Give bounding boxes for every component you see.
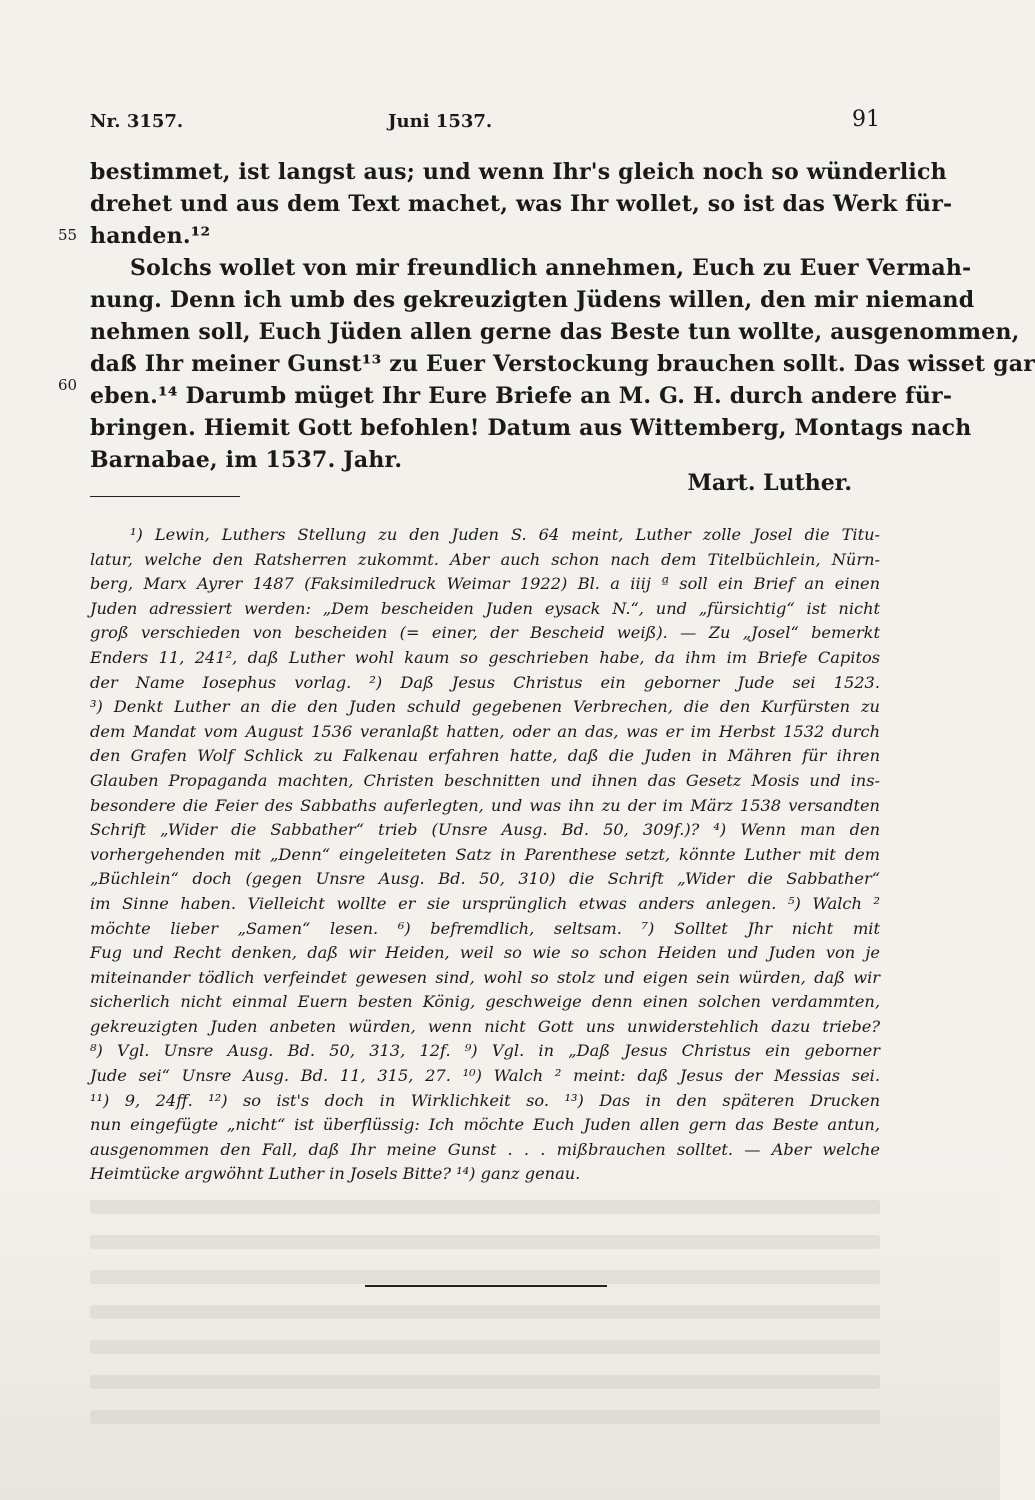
letter-body — [90, 156, 1035, 476]
footnotes — [90, 523, 880, 1187]
signature: Mart. Luther. — [687, 470, 852, 496]
footnote-line: Fug und Recht denken, daß wir Heiden, weil so wie so schon Heiden und Juden von je — [90, 943, 880, 963]
body-line: handen.¹² — [90, 223, 211, 249]
footnote-line: groß verschieden von bescheiden (= einer, der Bescheid weiß). — Zu „Josel“ bemerkt — [90, 623, 880, 643]
footnote-line: dem Mandat vom August 1536 veranlaßt hatten, oder an das, was er im Herbst 1532 durch — [90, 721, 880, 741]
footnote-line: ¹¹) 9, 24ff. ¹²) so ist's doch in Wirklichkeit so. ¹³) Das in den späteren Drucken — [90, 1090, 880, 1110]
footnote-line: berg, Marx Ayrer 1487 (Faksimiledruck Weimar 1922) Bl. a iiij ª soll ein Brief an einen — [90, 574, 880, 594]
footnote-line: ¹) Lewin, Luthers Stellung zu den Juden S. 64 meint, Luther zolle Josel die Titu- — [130, 525, 880, 544]
body-line: daß Ihr meiner Gunst¹³ zu Euer Verstockung brauchen sollt. Das wisset gar — [90, 351, 1035, 377]
body-line: nehmen soll, Euch Jüden allen gerne das Beste tun wollte, ausgenommen, — [90, 319, 1020, 345]
footnote-line: ³) Denkt Luther an die den Juden schuld gegebenen Verbrechen, die den Kurfürsten zu — [90, 697, 880, 717]
footnote-line: sicherlich nicht einmal Euern besten König, geschweige denn einen solchen verdammten, — [90, 992, 880, 1012]
line-number-55: 55 — [58, 226, 78, 244]
footnote-line: Glauben Propaganda machten, Christen beschnitten und ihnen das Gesetz Mosis und ins- — [90, 770, 880, 790]
footnote-line: Jude sei“ Unsre Ausg. Bd. 11, 315, 27. ¹⁰) Walch ² meint: daß Jesus der Messias sei. — [90, 1066, 880, 1086]
footnote-line: ausgenommen den Fall, daß Ihr meine Gunst . . . mißbrauchen solltet. — Aber welche — [90, 1139, 880, 1159]
bleed-through-line — [90, 1235, 880, 1249]
bleed-through-line — [90, 1305, 880, 1319]
footnote-line: Juden adressiert werden: „Dem bescheiden Juden eysack N.“, und „fürsichtig“ ist nicht — [90, 598, 880, 618]
body-line: bestimmet, ist langst aus; und wenn Ihr's gleich noch so wünderlich — [90, 159, 947, 185]
footnote-line: im Sinne haben. Vielleicht wollte er sie ursprünglich etwas anders anlegen. ⁵) Walch ² — [90, 893, 880, 913]
bleed-through-area — [0, 1140, 1000, 1500]
line-number-60: 60 — [58, 376, 78, 394]
bleed-through-line — [90, 1270, 880, 1284]
footnote-line: Enders 11, 241², daß Luther wohl kaum so geschrieben habe, da ihm im Briefe Capitos — [90, 647, 880, 667]
footnote-line: „Büchlein“ doch (gegen Unsre Ausg. Bd. 50, 310) die Schrift „Wider die Sabbather“ — [90, 869, 880, 889]
footnote-line: Schrift „Wider die Sabbather“ trieb (Unsre Ausg. Bd. 50, 309f.)? ⁴) Wenn man den — [90, 820, 880, 840]
footnote-line: latur, welche den Ratsherren zukommt. Aber auch schon nach dem Titelbüchlein, Nürn- — [90, 549, 880, 569]
bleed-through-line — [90, 1410, 880, 1424]
page-number: 91 — [852, 107, 880, 132]
body-line: bringen. Hiemit Gott befohlen! Datum aus Wittemberg, Montags nach — [90, 415, 972, 441]
footnote-line: der Name Iosephus vorlag. ²) Daß Jesus Christus ein geborner Jude sei 1523. — [90, 672, 880, 692]
bleed-through-line — [90, 1340, 880, 1354]
footnote-line: vorhergehenden mit „Denn“ eingeleiteten Satz in Parenthese setzt, könnte Luther mit dem — [90, 844, 880, 864]
running-header — [90, 107, 880, 137]
body-line: Barnabae, im 1537. Jahr. — [90, 447, 403, 473]
footnote-line: gekreuzigten Juden anbeten würden, wenn nicht Gott uns unwiderstehlich dazu triebe? — [90, 1016, 880, 1036]
letter-number: Nr. 3157. — [90, 111, 184, 132]
footnote-separator — [90, 496, 240, 497]
header-date: Juni 1537. — [388, 111, 493, 132]
footnote-line: besondere die Feier des Sabbaths auferlegten, und was ihn zu der im März 1538 versandten — [90, 795, 880, 815]
footnote-line: den Grafen Wolf Schlick zu Falkenau erfahren hatte, daß die Juden in Mähren für ihren — [90, 746, 880, 766]
footnote-line: ⁸) Vgl. Unsre Ausg. Bd. 50, 313, 12f. ⁹) Vgl. in „Daß Jesus Christus ein geborner — [90, 1041, 880, 1061]
footnote-line: Heimtücke argwöhnt Luther in Josels Bitte? ¹⁴) ganz genau. — [90, 1164, 581, 1184]
bleed-through-line — [90, 1200, 880, 1214]
footnote-line: möchte lieber „Samen“ lesen. ⁶) befremdlich, seltsam. ⁷) Solltet Jhr nicht mit — [90, 918, 880, 938]
body-line: Solchs wollet von mir freundlich annehmen, Euch zu Euer Vermah- — [130, 255, 972, 281]
end-rule — [365, 1285, 607, 1287]
body-line: drehet und aus dem Text machet, was Ihr wollet, so ist das Werk für- — [90, 191, 953, 217]
body-line: eben.¹⁴ Darumb müget Ihr Eure Briefe an M. G. H. durch andere für- — [90, 383, 953, 409]
bleed-through-line — [90, 1375, 880, 1389]
body-line: nung. Denn ich umb des gekreuzigten Jüdens willen, den mir niemand — [90, 287, 975, 313]
footnote-line: nun eingefügte „nicht“ ist überflüssig: Ich möchte Euch Juden allen gern das Beste antun, — [90, 1115, 880, 1135]
footnote-line: miteinander tödlich verfeindet gewesen sind, wohl so stolz und eigen sein würden, daß wir — [90, 967, 880, 987]
